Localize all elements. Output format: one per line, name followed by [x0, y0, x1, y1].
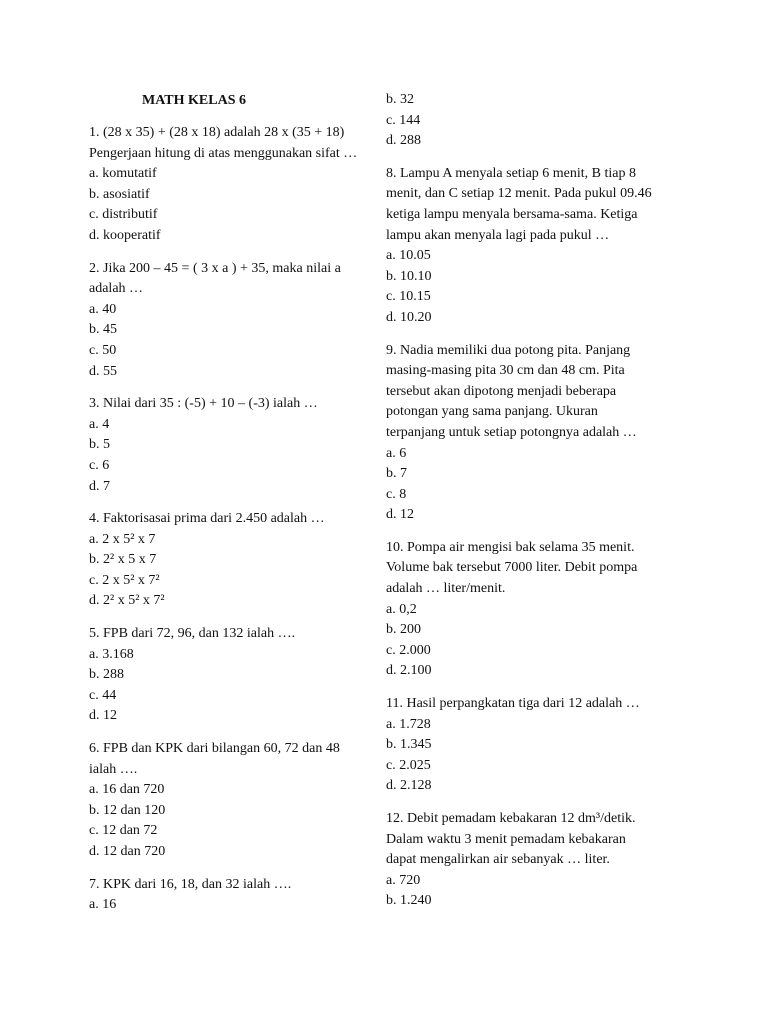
- answer-option: b. 288: [89, 667, 124, 683]
- answer-option: a. 16 dan 720: [89, 782, 165, 798]
- answer-option: b. 7: [386, 466, 407, 482]
- question-10: [386, 538, 678, 682]
- answer-option: a. 40: [89, 301, 117, 317]
- answer-option: d. 288: [386, 133, 421, 149]
- question-text: Volume bak tersebut 7000 liter. Debit pompa: [386, 560, 638, 576]
- answer-option: a. 0,2: [386, 601, 417, 617]
- answer-option: c. 8: [386, 486, 407, 502]
- question-3: [89, 394, 381, 497]
- answer-option: d. 2.128: [386, 778, 432, 794]
- question-text: 9. Nadia memiliki dua potong pita. Panjang: [386, 342, 631, 358]
- question-text: masing-masing pita 30 cm dan 48 cm. Pita: [386, 363, 625, 379]
- answer-option: b. 12 dan 120: [89, 802, 166, 818]
- answer-option: d. 7: [89, 478, 110, 494]
- question-8: [386, 164, 678, 329]
- answer-option: b. 1.240: [386, 893, 432, 909]
- question-text: lampu akan menyala lagi pada pukul …: [386, 227, 610, 243]
- question-text: Dalam waktu 3 menit pemadam kebakaran: [386, 831, 626, 847]
- answer-option: b. 32: [386, 92, 414, 107]
- answer-option: c. 50: [89, 342, 117, 358]
- question-5: [89, 624, 381, 727]
- answer-option: a. 3.168: [89, 646, 134, 662]
- answer-option: b. 2² x 5 x 7: [89, 552, 157, 568]
- question-text: 3. Nilai dari 35 : (-5) + 10 – (-3) ialah …: [89, 396, 318, 412]
- question-text: Pengerjaan hitung di atas menggunakan sifat …: [89, 145, 358, 161]
- question-text: 4. Faktorisasai prima dari 2.450 adalah …: [89, 511, 325, 527]
- question-12: [386, 809, 678, 912]
- question-text: 1. (28 x 35) + (28 x 18) adalah 28 x (35 + 18): [89, 125, 345, 140]
- answer-option: b. 200: [386, 622, 421, 638]
- answer-option: c. 44: [89, 687, 117, 703]
- question-text: 8. Lampu A menyala setiap 6 menit, B tiap 8: [386, 165, 637, 181]
- question-text: 6. FPB dan KPK dari bilangan 60, 72 dan 48: [89, 741, 340, 757]
- question-text: adalah …: [89, 281, 144, 297]
- answer-option: a. 2 x 5² x 7: [89, 531, 156, 547]
- answer-option: c. 12 dan 72: [89, 823, 158, 839]
- question-7: [89, 875, 381, 916]
- right-column: [386, 90, 678, 924]
- question-text: terpanjang untuk setiap potongnya adalah …: [386, 424, 637, 440]
- answer-option: b. 1.345: [386, 737, 432, 753]
- answer-option: d. 12: [89, 708, 117, 724]
- answer-option: a. 6: [386, 445, 407, 461]
- question-text: 11. Hasil perpangkatan tiga dari 12 adalah …: [386, 696, 640, 712]
- answer-option: d. 55: [89, 363, 117, 379]
- answer-option: d. 2² x 5² x 7²: [89, 593, 165, 609]
- answer-option: b. 10.10: [386, 268, 432, 284]
- question-text: potongan yang sama panjang. Ukuran: [386, 404, 598, 420]
- answer-option: a. 4: [89, 416, 110, 432]
- question-11: [386, 694, 678, 797]
- answer-option: b. 45: [89, 322, 117, 338]
- question-text: dapat mengalirkan air sebanyak … liter.: [386, 852, 610, 868]
- answer-option: c. distributif: [89, 207, 158, 223]
- question-text: tersebut akan dipotong menjadi beberapa: [386, 383, 617, 399]
- question-1: [89, 123, 381, 247]
- answer-option: a. 720: [386, 872, 421, 888]
- answer-option: d. 2.100: [386, 663, 432, 679]
- page-title: MATH KELAS 6: [142, 93, 246, 108]
- question-4: [89, 509, 381, 612]
- question-text: ialah ….: [89, 761, 138, 777]
- answer-option: d. 12 dan 720: [89, 844, 166, 859]
- question-text: 12. Debit pemadam kebakaran 12 dm³/detik.: [386, 811, 636, 826]
- answer-option: a. 1.728: [386, 716, 431, 732]
- question-6: [89, 739, 381, 863]
- question-7-continued: [386, 90, 678, 152]
- answer-option: c. 2 x 5² x 7²: [89, 572, 160, 588]
- question-text: 10. Pompa air mengisi bak selama 35 menit.: [386, 539, 635, 555]
- answer-option: c. 144: [386, 112, 421, 128]
- question-text: 5. FPB dari 72, 96, dan 132 ialah ….: [89, 626, 296, 642]
- question-2: [89, 259, 381, 383]
- question-text: ketiga lampu menyala bersama-sama. Ketiga: [386, 206, 638, 222]
- question-text: 7. KPK dari 16, 18, dan 32 ialah ….: [89, 876, 292, 892]
- answer-option: d. 12: [386, 507, 414, 523]
- answer-option: c. 6: [89, 457, 110, 473]
- answer-option: d. kooperatif: [89, 227, 161, 243]
- answer-option: b. 5: [89, 437, 110, 453]
- question-9: [386, 341, 678, 526]
- answer-option: d. 10.20: [386, 309, 432, 325]
- answer-option: b. asosiatif: [89, 186, 150, 202]
- question-text: 2. Jika 200 – 45 = ( 3 x a ) + 35, maka nilai a: [89, 260, 341, 276]
- answer-option: a. 16: [89, 897, 117, 913]
- answer-option: c. 2.000: [386, 642, 431, 658]
- answer-option: c. 10.15: [386, 289, 431, 305]
- answer-option: a. komutatif: [89, 166, 157, 182]
- answer-option: c. 2.025: [386, 757, 431, 773]
- question-text: menit, dan C setiap 12 menit. Pada pukul 09.46: [386, 186, 652, 202]
- question-text: adalah … liter/menit.: [386, 581, 506, 597]
- answer-option: a. 10.05: [386, 248, 431, 264]
- left-column: [89, 90, 381, 916]
